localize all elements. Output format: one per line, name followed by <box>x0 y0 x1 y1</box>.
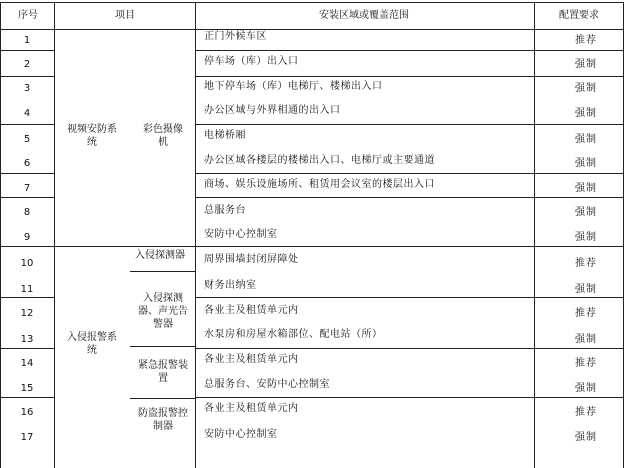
device-label-camera: 彩色摄像机 <box>143 124 183 148</box>
subgroup-rule <box>130 398 195 399</box>
row-index: 5 <box>23 134 31 145</box>
row-area: 商场、娱乐设施场所、租赁用会议室的楼层出入口 <box>204 179 435 190</box>
row-rule <box>195 50 624 51</box>
row-rule <box>195 197 624 198</box>
row-area: 办公区域各楼层的楼梯出入口、电梯厅或主要通道 <box>204 155 435 166</box>
row-area: 总服务台、安防中心控制室 <box>204 379 330 390</box>
row-rule <box>195 297 624 298</box>
row-index: 4 <box>23 108 31 119</box>
table-border-left <box>0 2 1 468</box>
row-area: 电梯桥厢 <box>204 130 246 141</box>
row-requirement: 强制 <box>575 334 597 345</box>
row-index: 6 <box>23 158 31 169</box>
row-area: 地下停车场（库）电梯厅、楼梯出入口 <box>204 81 383 92</box>
row-index: 11 <box>20 284 34 295</box>
row-rule <box>0 397 54 398</box>
row-area: 水泵房和房屋水箱部位、配电站（所） <box>204 329 383 340</box>
subgroup-rule <box>130 271 195 272</box>
row-index: 3 <box>23 83 31 94</box>
row-rule <box>0 124 54 125</box>
row-area: 周界围墙封闭屏障处 <box>204 254 299 265</box>
header-area: 安装区域或覆盖范围 <box>319 10 409 21</box>
row-area: 各业主及租赁单元内 <box>204 403 299 414</box>
header-rule <box>0 29 624 30</box>
row-area: 各业主及租赁单元内 <box>204 305 299 316</box>
row-requirement: 强制 <box>575 232 597 243</box>
system-label-intrusion: 入侵报警系统 <box>67 332 117 356</box>
row-index: 17 <box>20 432 34 443</box>
device-label-emergency: 紧急报警装置 <box>138 360 188 384</box>
row-requirement: 强制 <box>575 134 597 145</box>
device-label-controller: 防盗报警控制器 <box>138 408 188 432</box>
row-area: 正门外候车区 <box>204 31 267 42</box>
device-label-detector: 入侵探测器 <box>135 250 185 261</box>
row-rule <box>0 173 54 174</box>
row-requirement: 强制 <box>575 158 597 169</box>
column-divider-index <box>54 2 55 468</box>
row-rule <box>0 50 54 51</box>
row-area: 办公区域与外界相通的出入口 <box>204 105 341 116</box>
row-area: 财务出纳室 <box>204 280 257 291</box>
row-index: 10 <box>20 258 34 269</box>
group-rule <box>0 246 624 247</box>
row-requirement: 强制 <box>575 383 597 394</box>
row-rule <box>195 76 624 77</box>
row-rule <box>0 297 54 298</box>
row-rule <box>195 348 624 349</box>
row-rule <box>0 348 54 349</box>
row-index: 7 <box>23 183 31 194</box>
row-requirement: 强制 <box>575 83 597 94</box>
row-area: 总服务台 <box>204 205 246 216</box>
row-requirement: 强制 <box>575 183 597 194</box>
table-border-top <box>0 2 624 3</box>
row-requirement: 推荐 <box>575 308 597 319</box>
row-index: 2 <box>23 59 31 70</box>
row-index: 8 <box>23 207 31 218</box>
header-item: 项目 <box>115 10 135 21</box>
row-index: 14 <box>20 358 34 369</box>
row-index: 16 <box>20 407 34 418</box>
row-requirement: 强制 <box>575 432 597 443</box>
row-rule <box>195 397 624 398</box>
row-area: 安防中心控制室 <box>204 229 278 240</box>
header-requirement: 配置要求 <box>559 10 599 21</box>
row-requirement: 强制 <box>575 59 597 70</box>
row-index: 15 <box>20 383 34 394</box>
row-rule <box>0 76 54 77</box>
row-requirement: 强制 <box>575 284 597 295</box>
column-divider-item <box>195 2 196 468</box>
row-rule <box>195 124 624 125</box>
row-requirement: 推荐 <box>575 407 597 418</box>
row-requirement: 推荐 <box>575 35 597 46</box>
subgroup-rule <box>130 346 195 347</box>
row-requirement: 推荐 <box>575 258 597 269</box>
row-requirement: 强制 <box>575 207 597 218</box>
row-index: 1 <box>23 35 31 46</box>
row-rule <box>195 173 624 174</box>
device-label-detector-alarm: 入侵探测器、声光告警器 <box>138 293 188 330</box>
row-index: 9 <box>23 232 31 243</box>
header-index: 序号 <box>18 10 38 21</box>
row-requirement: 强制 <box>575 108 597 119</box>
system-label-video: 视频安防系统 <box>67 124 117 148</box>
column-divider-area <box>534 2 535 468</box>
row-index: 12 <box>20 308 34 319</box>
row-area: 各业主及租赁单元内 <box>204 354 299 365</box>
row-area: 安防中心控制室 <box>204 429 278 440</box>
row-requirement: 推荐 <box>575 358 597 369</box>
row-area: 停车场（库）出入口 <box>204 56 299 67</box>
row-index: 13 <box>20 334 34 345</box>
row-rule <box>0 197 54 198</box>
